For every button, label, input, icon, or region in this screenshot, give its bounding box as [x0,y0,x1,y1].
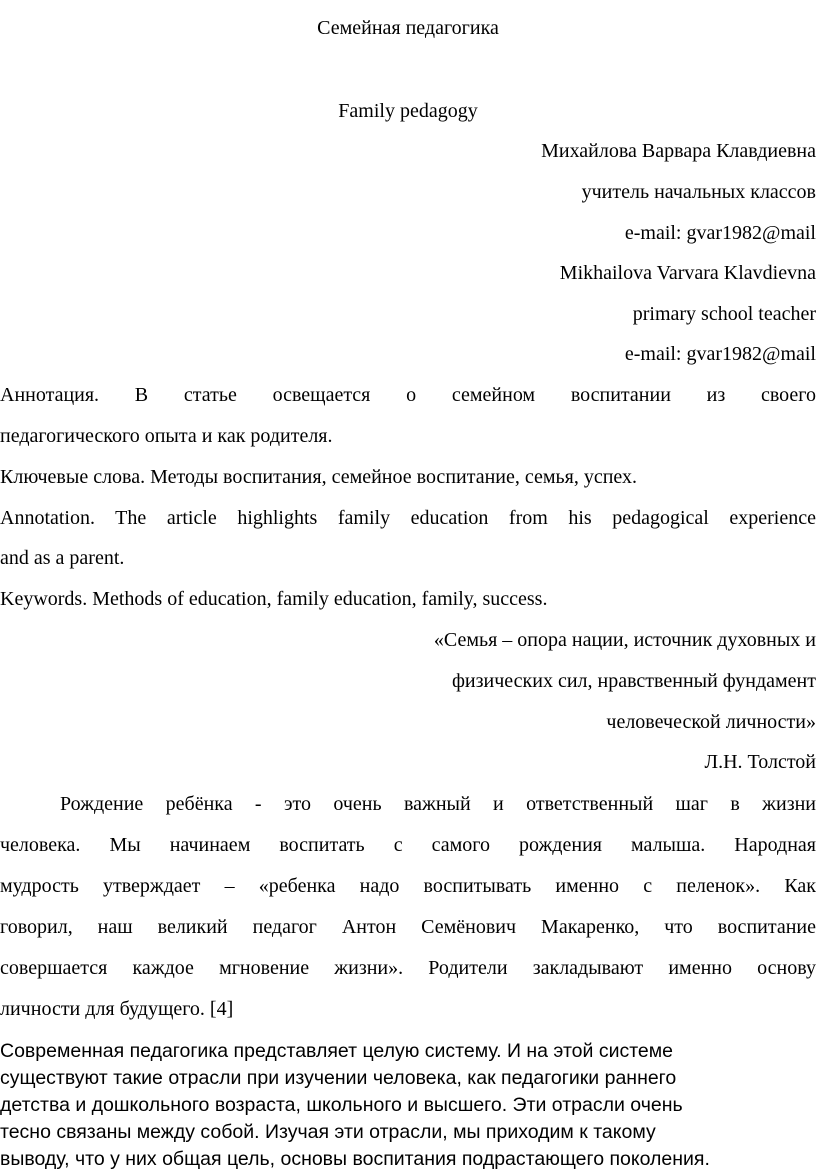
author-email-en: e-mail: gvar1982@mail [624,343,816,365]
annotation-ru-line: педагогического опыта и как родителя. [0,425,333,447]
epigraph-author: Л.Н. Толстой [704,751,816,773]
title-en: Family pedagogy [338,100,478,122]
paragraph-line: Современная педагогика представляет целую систему. И на этой системе [0,1040,674,1062]
keywords-en: Keywords. Methods of education, family education, family, success. [0,588,548,610]
paragraph-line: Рождение ребёнка - это очень важный и ответственный шаг в жизни [60,793,816,815]
annotation-en-line: Annotation. The article highlights family education from his pedagogical experience [0,507,816,529]
epigraph-line: физических сил, нравственный фундамент [451,670,816,692]
paragraph-line: детства и дошкольного возраста, школьного и высшего. Эти отрасли очень [0,1094,683,1116]
paragraph-line: тесно связаны между собой. Изучая эти отрасли, мы приходим к такому [0,1121,656,1143]
epigraph-line: человеческой личности» [606,711,816,733]
annotation-ru-line: Аннотация. В статье освещается о семейном воспитании из своего [0,384,816,406]
paragraph-line: мудрость утверждает – «ребенка надо воспитывать именно с пеленок». Как [0,875,816,897]
paragraph-line: совершается каждое мгновение жизни». Родители закладывают именно основу [0,957,816,979]
author-name-en: Mikhailova Varvara Klavdievna [559,262,816,284]
paragraph-line: выводу, что у них общая цель, основы воспитания подрастающего поколения. [0,1148,710,1170]
paragraph-line: человека. Мы начинаем воспитать с самого рождения малыша. Народная [0,834,816,856]
paragraph-line: говорил, наш великий педагог Антон Семёнович Макаренко, что воспитание [0,916,816,938]
author-position-ru: учитель начальных классов [581,181,816,203]
paragraph-line: существуют такие отрасли при изучении человека, как педагогики раннего [0,1067,677,1089]
title-ru: Семейная педагогика [317,17,499,39]
keywords-ru: Ключевые слова. Методы воспитания, семейное воспитание, семья, успех. [0,466,638,488]
annotation-en-line: and as a parent. [0,547,125,569]
author-position-en: primary school teacher [632,303,816,325]
author-email-ru: e-mail: gvar1982@mail [624,222,816,244]
author-name-ru: Михайлова Варвара Клавдиевна [541,140,816,162]
paragraph-line: личности для будущего. [4] [0,998,234,1020]
epigraph-line: «Семья – опора нации, источник духовных и [433,629,816,651]
